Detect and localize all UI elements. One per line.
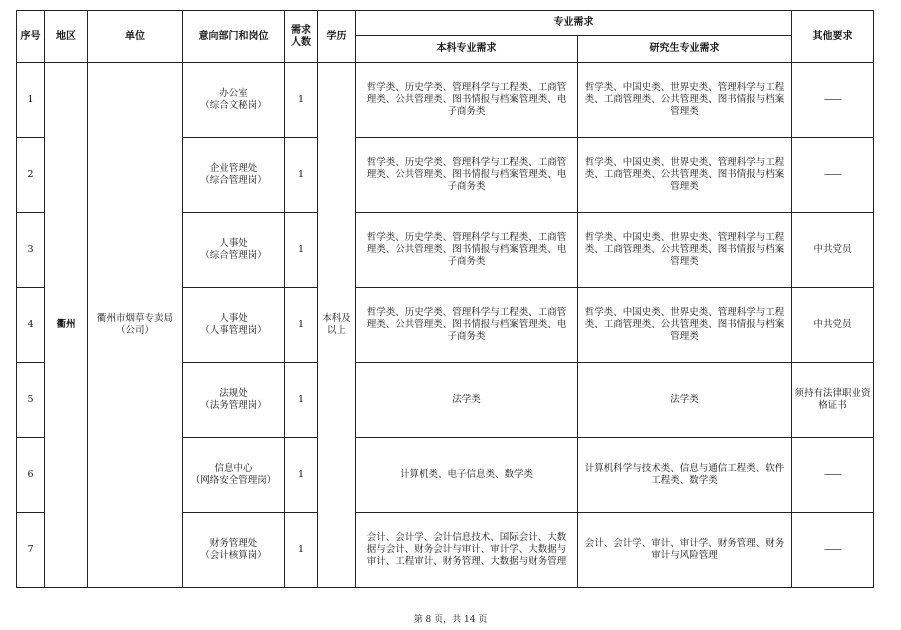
- header-region: 地区: [45, 11, 88, 63]
- row-dept: 财务管理处 （会计核算岗）: [183, 513, 285, 588]
- row-seq: 6: [17, 438, 45, 513]
- header-edu: 学历: [318, 11, 356, 63]
- row-other: ——: [792, 513, 874, 588]
- row-grad: 计算机科学与技术类、信息与通信工程类、软件 工程类、数学类: [578, 438, 792, 513]
- row-dept: 办公室 （综合文秘岗）: [183, 63, 285, 138]
- header-seq: 序号: [17, 11, 45, 63]
- header-num: 需求人数: [285, 11, 318, 63]
- table-row: [17, 63, 874, 138]
- row-other: 须持有法律职业资 格证书: [792, 363, 874, 438]
- row-other: 中共党员: [792, 213, 874, 288]
- row-other: ——: [792, 438, 874, 513]
- row-grad: 会计、会计学、审计、审计学、财务管理、财务 审计与风险管理: [578, 513, 792, 588]
- unit-cell: 衢州市烟草专卖局 （公司）: [88, 63, 183, 588]
- row-grad: 哲学类、中国史类、世界史类、管理科学与工程 类、工商管理类、公共管理类、图书情报与档案 管理类: [578, 138, 792, 213]
- row-undergrad: 哲学类、历史学类、管理科学与工程类、工商管 理类、公共管理类、图书情报与档案管理类、电 子商务类: [356, 63, 578, 138]
- row-undergrad: 法学类: [356, 363, 578, 438]
- row-grad: 法学类: [578, 363, 792, 438]
- education-cell: 本科及以上: [318, 63, 356, 588]
- header-major-req: 专业需求: [356, 11, 792, 36]
- row-seq: 1: [17, 63, 45, 138]
- row-seq: 7: [17, 513, 45, 588]
- row-num: 1: [285, 438, 318, 513]
- row-num: 1: [285, 213, 318, 288]
- row-num: 1: [285, 288, 318, 363]
- row-dept: 企业管理处 （综合管理岗）: [183, 138, 285, 213]
- row-seq: 5: [17, 363, 45, 438]
- row-undergrad: 哲学类、历史学类、管理科学与工程类、工商管 理类、公共管理类、图书情报与档案管理类、电 子商务类: [356, 288, 578, 363]
- recruitment-table: [16, 10, 874, 588]
- row-seq: 4: [17, 288, 45, 363]
- header-undergrad: 本科专业需求: [356, 36, 578, 63]
- header-dept-post: 意向部门和岗位: [183, 11, 285, 63]
- row-other: ——: [792, 138, 874, 213]
- header-other: 其他要求: [792, 11, 874, 63]
- row-dept: 人事处 （人事管理岗）: [183, 288, 285, 363]
- header-grad: 研究生专业需求: [578, 36, 792, 63]
- header-unit: 单位: [88, 11, 183, 63]
- row-num: 1: [285, 63, 318, 138]
- row-grad: 哲学类、中国史类、世界史类、管理科学与工程 类、工商管理类、公共管理类、图书情报与档案 管理类: [578, 213, 792, 288]
- row-num: 1: [285, 513, 318, 588]
- row-dept: 法规处 （法务管理岗）: [183, 363, 285, 438]
- row-grad: 哲学类、中国史类、世界史类、管理科学与工程 类、工商管理类、公共管理类、图书情报与档案 管理类: [578, 63, 792, 138]
- region-cell: 衢州: [45, 63, 88, 588]
- row-undergrad: 计算机类、电子信息类、数学类: [356, 438, 578, 513]
- row-undergrad: 哲学类、历史学类、管理科学与工程类、工商管 理类、公共管理类、图书情报与档案管理类、电 子商务类: [356, 213, 578, 288]
- row-undergrad: 哲学类、历史学类、管理科学与工程类、工商管 理类、公共管理类、图书情报与档案管理类、电 子商务类: [356, 138, 578, 213]
- row-undergrad: 会计、会计学、会计信息技术、国际会计、大数 据与会计、财务会计与审计、审计学、大数据与 审计、工程审计、财务管理、大数据与财务管理: [356, 513, 578, 588]
- row-dept: 人事处 （综合管理岗）: [183, 213, 285, 288]
- page-footer: 第 8 页，共 14 页: [413, 615, 488, 625]
- row-dept: 信息中心 （网络安全管理岗）: [183, 438, 285, 513]
- row-num: 1: [285, 138, 318, 213]
- row-num: 1: [285, 363, 318, 438]
- row-seq: 2: [17, 138, 45, 213]
- row-seq: 3: [17, 213, 45, 288]
- row-other: 中共党员: [792, 288, 874, 363]
- row-other: ——: [792, 63, 874, 138]
- row-grad: 哲学类、中国史类、世界史类、管理科学与工程 类、工商管理类、公共管理类、图书情报与档案 管理类: [578, 288, 792, 363]
